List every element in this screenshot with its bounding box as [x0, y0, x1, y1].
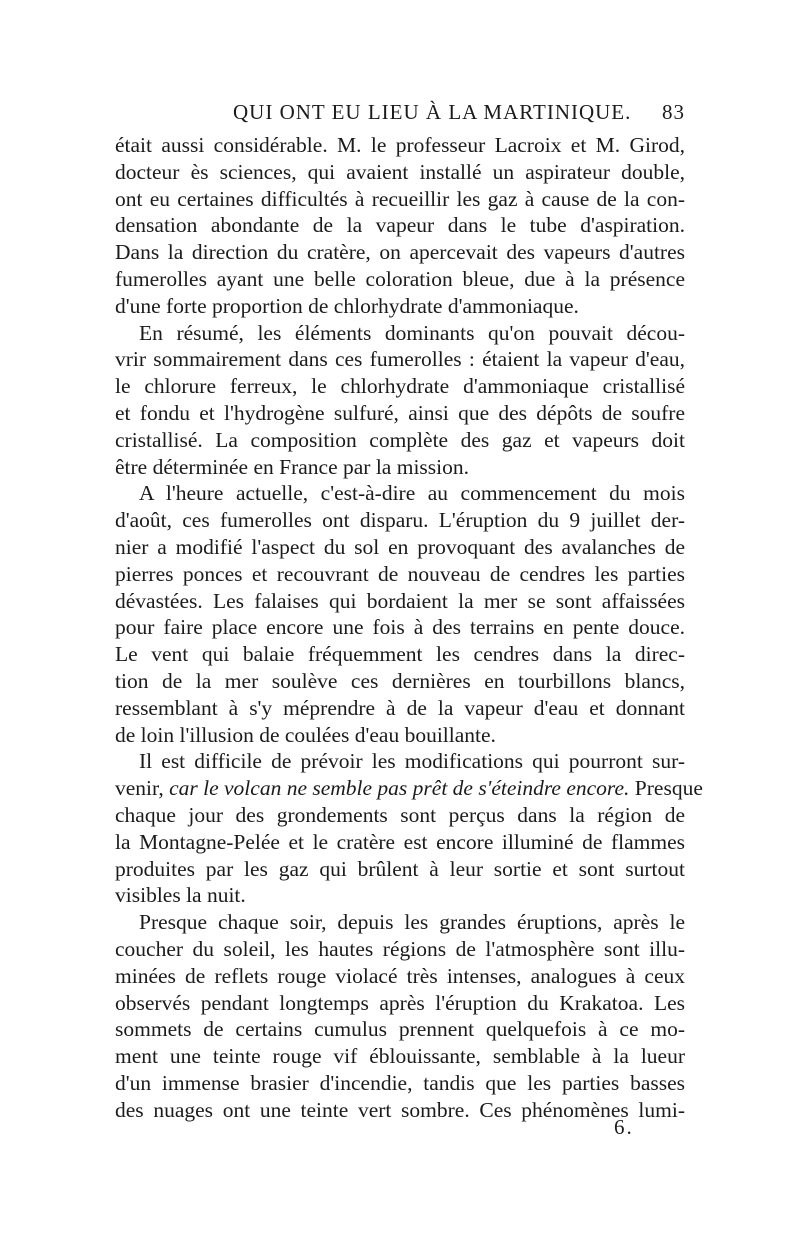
text-line: d'août, ces fumerolles ont disparu. L'éruption du 9 juillet der-: [115, 508, 685, 533]
text-line: ont eu certaines difficultés à recueillir les gaz à cause de la con-: [115, 186, 685, 211]
text-line: ment une teinte rouge vif éblouissante, semblable à la lueur: [115, 1044, 685, 1069]
text-line: tion de la mer soulève ces dernières en tourbillons blancs,: [115, 668, 685, 693]
running-head: [115, 100, 685, 130]
text-line: pour faire place encore une fois à des terrains en pente douce.: [115, 615, 685, 640]
text-line: et fondu et l'hydrogène sulfuré, ainsi que des dépôts de soufre: [115, 400, 685, 425]
text-line: Le vent qui balaie fréquemment les cendres dans la direc-: [115, 642, 685, 667]
text-line: produites par les gaz qui brûlent à leur sortie et sont surtout: [115, 856, 685, 881]
text-line: Dans la direction du cratère, on apercevait des vapeurs d'autres: [115, 240, 685, 265]
signature-mark: 6.: [614, 1115, 634, 1139]
page-number: 83: [662, 100, 685, 124]
italic-phrase: car le volcan ne semble pas prêt de s'éteindre encore.: [169, 776, 630, 801]
text-line: des nuages ont une teinte vert sombre. Ces phénomènes lumi-: [115, 1097, 685, 1122]
text-line: vrir sommairement dans ces fumerolles : étaient la vapeur d'eau,: [115, 347, 685, 372]
text-line: pierres ponces et recouvrant de nouveau de cendres les parties: [115, 561, 685, 586]
text-line-mixed: [115, 775, 703, 802]
text-line: A l'heure actuelle, c'est-à-dire au commencement du mois: [139, 481, 685, 506]
body-text: [115, 132, 703, 1123]
text-line: chaque jour des grondements sont perçus dans la région de: [115, 802, 685, 827]
text-line: minées de reflets rouge violacé très intenses, analogues à ceux: [115, 963, 685, 988]
text-line: de loin l'illusion de coulées d'eau bouillante.: [115, 722, 496, 747]
text-line: cristallisé. La composition complète des gaz et vapeurs doit: [115, 427, 685, 452]
text-line: Il est difficile de prévoir les modifications qui pourront sur-: [139, 749, 685, 774]
text-line: était aussi considérable. M. le professeur Lacroix et M. Girod,: [115, 133, 685, 157]
text-line: fumerolles ayant une belle coloration bleue, due à la présence: [115, 266, 685, 291]
text-line: visibles la nuit.: [115, 883, 246, 908]
text-line: En résumé, les éléments dominants qu'on pouvait décou-: [139, 320, 685, 345]
text-line: docteur ès sciences, qui avaient installé un aspirateur double,: [115, 159, 685, 184]
text-line: être déterminée en France par la mission.: [115, 454, 470, 479]
text-line: dévastées. Les falaises qui bordaient la mer se sont affaissées: [115, 588, 685, 613]
text-line: coucher du soleil, les hautes régions de l'atmosphère sont illu-: [115, 936, 685, 961]
text-line: la Montagne-Pelée et le cratère est encore illuminé de flammes: [115, 829, 685, 854]
text-line: nier a modifié l'aspect du sol en provoquant des avalanches de: [115, 534, 685, 559]
text-line: Presque chaque soir, depuis les grandes éruptions, après le: [139, 910, 685, 935]
text-line: observés pendant longtemps après l'éruption du Krakatoa. Les: [115, 990, 685, 1015]
text-line: le chlorure ferreux, le chlorhydrate d'ammoniaque cristallisé: [115, 374, 685, 399]
text-segment: venir,: [115, 776, 164, 801]
text-line: ressemblant à s'y méprendre à de la vapeur d'eau et donnant: [115, 695, 685, 720]
running-title: QUI ONT EU LIEU À LA MARTINIQUE.: [233, 100, 632, 124]
text-line: d'un immense brasier d'incendie, tandis que les parties basses: [115, 1070, 685, 1095]
text-line: densation abondante de la vapeur dans le tube d'aspiration.: [115, 213, 685, 238]
text-line: sommets de certains cumulus prennent quelquefois à ce mo-: [115, 1017, 685, 1042]
text-line: d'une forte proportion de chlorhydrate d'ammoniaque.: [115, 293, 579, 318]
text-segment: Presque: [634, 776, 703, 801]
